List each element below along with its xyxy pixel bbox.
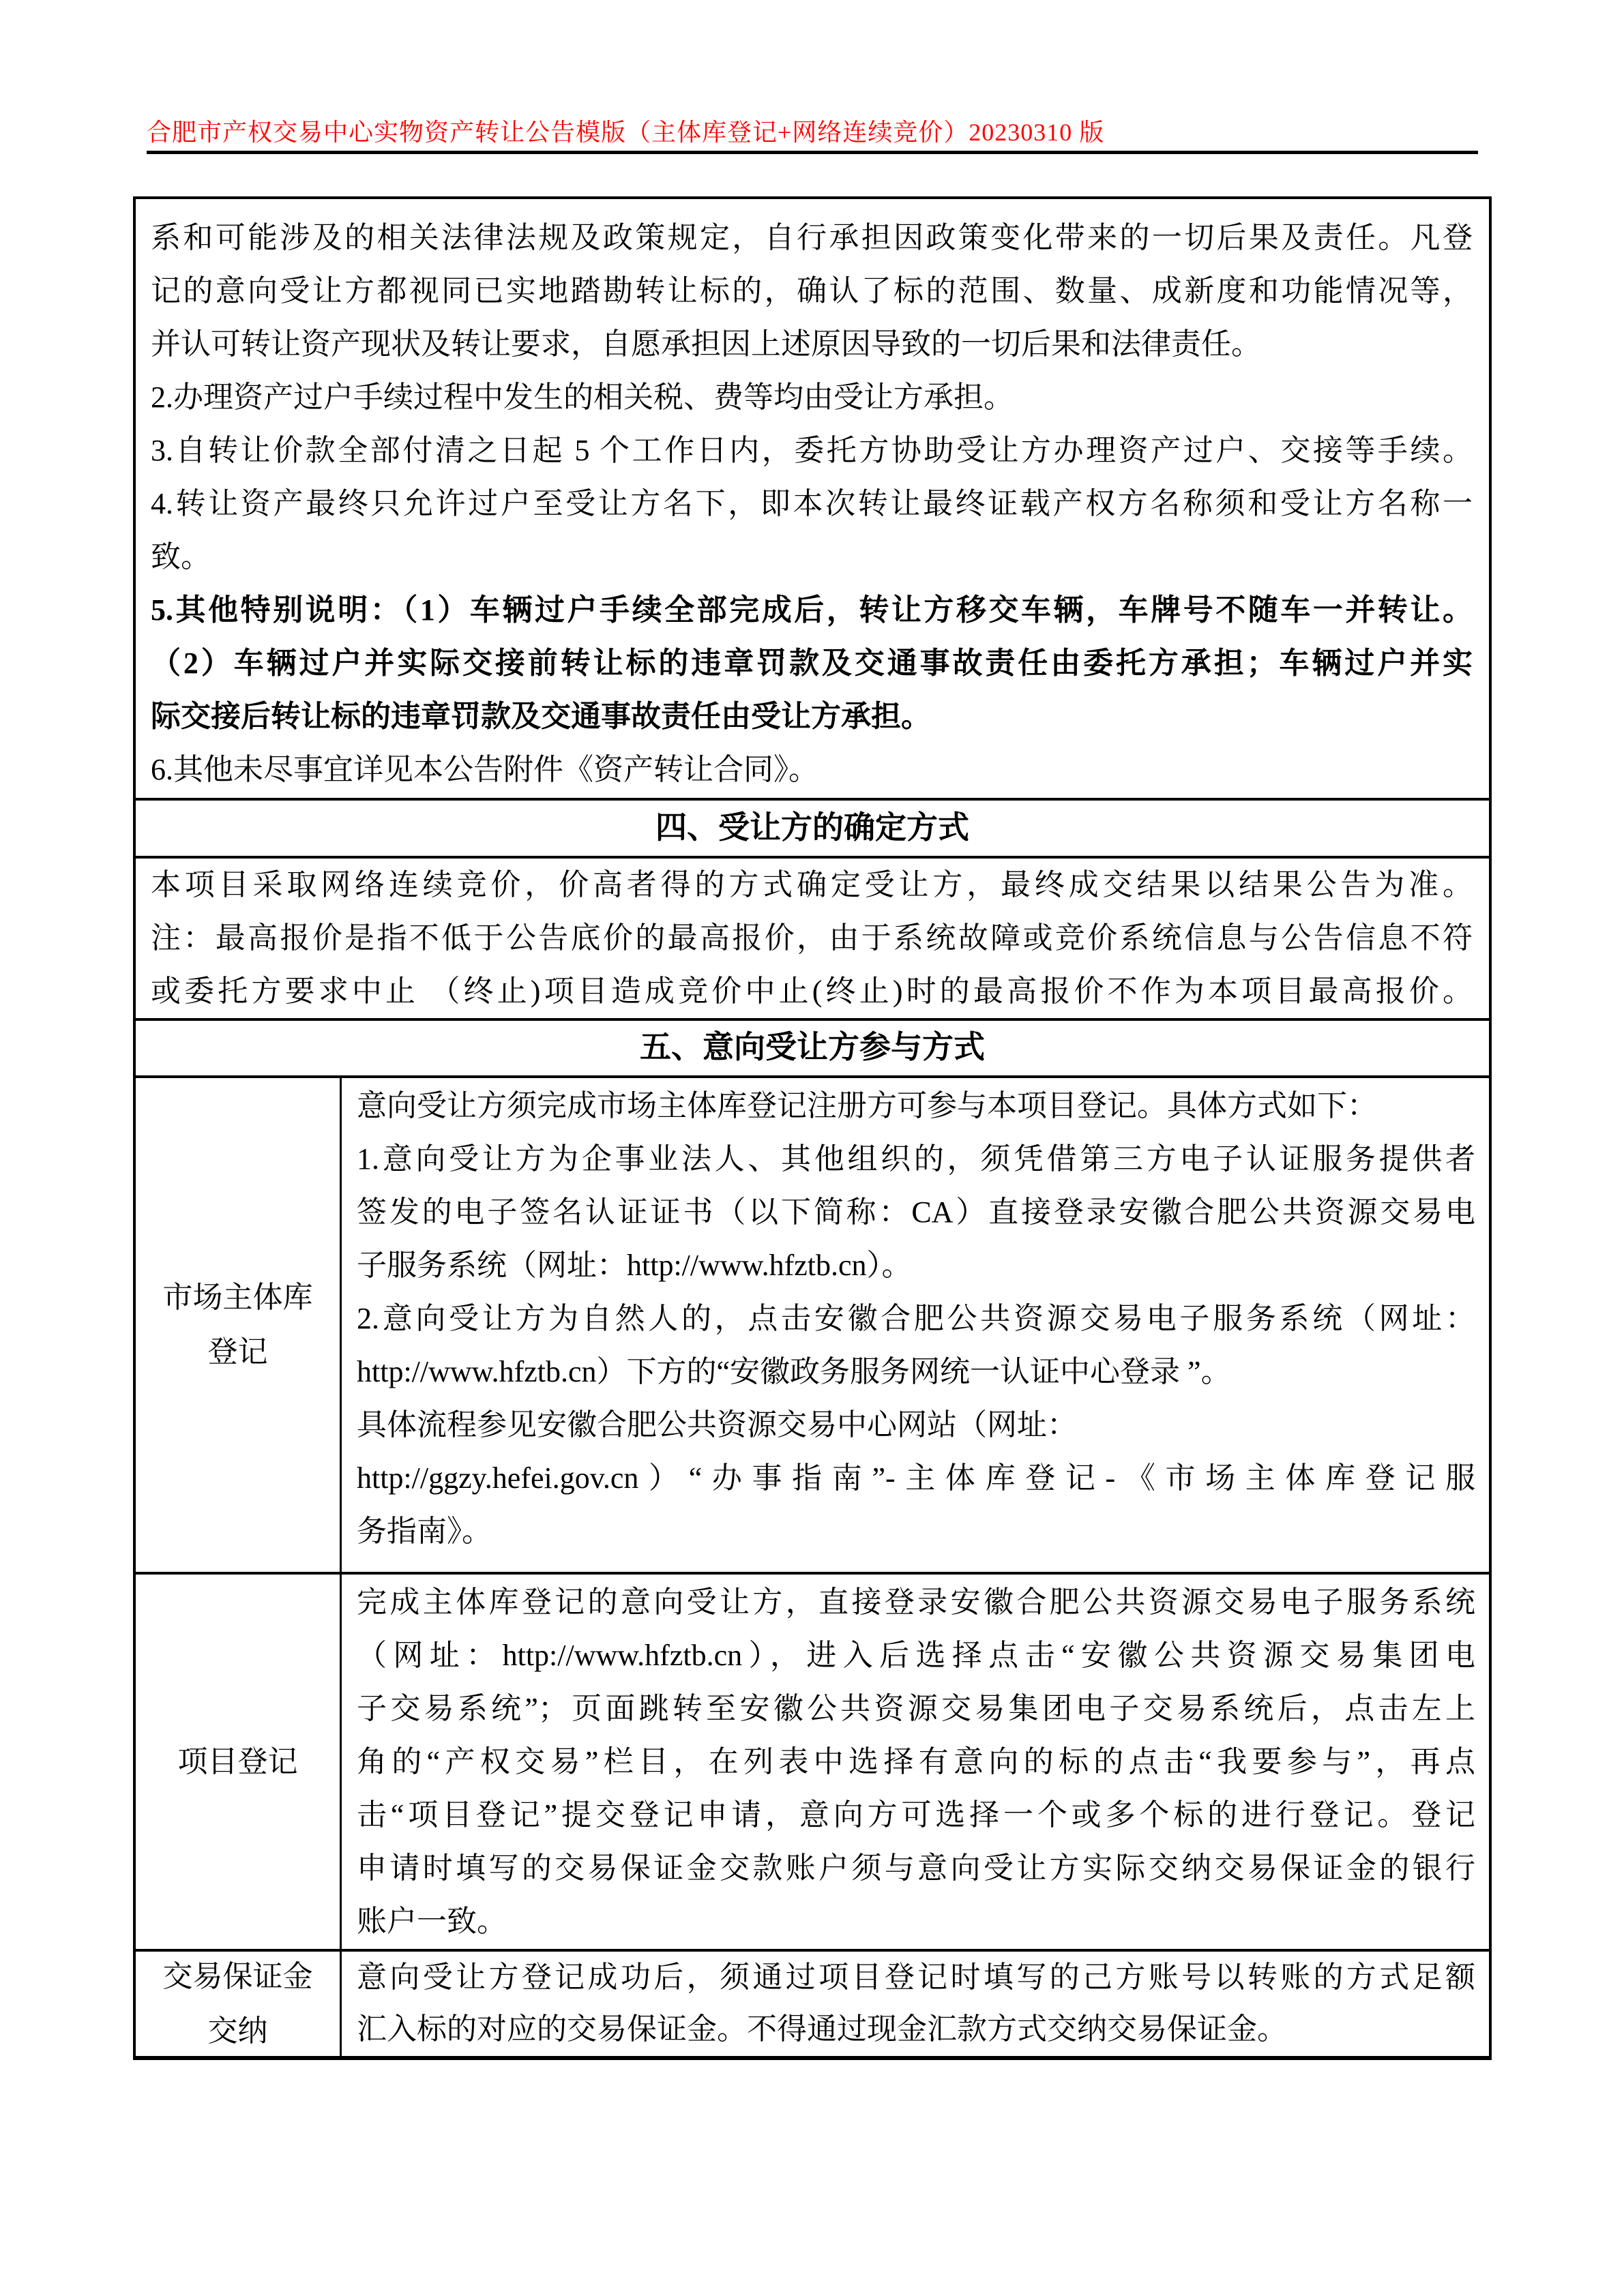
text-line: 意向受让方登记成功后，须通过项目登记时填写的己方账号以转账的方式足额 — [357, 1960, 1475, 1994]
text-line: 注：最高报价是指不低于公告底价的最高报价，由于系统故障或竞价系统信息与公告信息不符 — [151, 921, 1473, 955]
section-4-header-row: 四、受让方的确定方式 — [136, 798, 1489, 856]
document-title: 合肥市产权交易中心实物资产转让公告模版（主体库登记+网络连续竞价）20230310 版 — [147, 119, 1105, 146]
market-entity-registration-label — [136, 1078, 342, 1572]
project-registration-content — [342, 1575, 1489, 1949]
text-line: 完成主体库登记的意向受让方，直接登录安徽合肥公共资源交易电子服务系统 — [357, 1585, 1475, 1619]
text-line: 本项目采取网络连续竞价，价高者得的方式确定受让方，最终成交结果以结果公告为准。 — [151, 868, 1473, 901]
text-line: 3.自转让价款全部付清之日起 5 个工作日内，委托方协助受让方办理资产过户、交接等手续。 — [151, 434, 1473, 467]
text-line: 申请时填写的交易保证金交款账户须与意向受让方实际交纳交易保证金的银行 — [357, 1851, 1475, 1885]
text-line: http://www.hfztb.cn）下方的“安徽政务服务网统一认证中心登录 ”。 — [357, 1355, 1231, 1388]
title-underline — [147, 151, 1478, 154]
text-line: 2.意向受让方为自然人的，点击安徽合肥公共资源交易电子服务系统（网址： — [357, 1302, 1475, 1335]
text-line: 子服务系统（网址：http://www.hfztb.cn）。 — [357, 1249, 912, 1282]
text-line: 具体流程参见安徽合肥公共资源交易中心网站（网址： — [357, 1408, 1077, 1442]
text-line: 2.办理资产过户手续过程中发生的相关税、费等均由受让方承担。 — [151, 381, 1014, 414]
text-line: 汇入标的对应的交易保证金。不得通过现金汇款方式交纳交易保证金。 — [357, 2012, 1287, 2046]
text-line: 致。 — [151, 540, 211, 573]
text-line: 交易保证金 — [162, 1959, 313, 1993]
text-line: 交纳 — [207, 2014, 268, 2048]
section-5-header-row: 五、意向受让方参与方式 — [136, 1018, 1489, 1075]
text-line: 子交易系统”；页面跳转至安徽公共资源交易集团电子交易系统后，点击左上 — [357, 1692, 1475, 1725]
deposit-payment-label — [136, 1952, 342, 2056]
section-4-content-row — [136, 856, 1489, 1018]
text-line: 意向受让方须完成市场主体库登记注册方可参与本项目登记。具体方式如下： — [357, 1089, 1377, 1122]
row-market-entity-registration — [136, 1075, 1489, 1572]
text-line: 4.转让资产最终只允许过户至受让方名下，即本次转让最终证载产权方名称须和受让方名称一 — [151, 487, 1473, 520]
general-terms-section — [136, 199, 1489, 798]
project-registration-label — [136, 1575, 342, 1949]
text-line: http://ggzy.hefei.gov.cn）“办事指南”-主体库登记-《市场主体库登记服 — [357, 1461, 1475, 1495]
text-line: 并认可转让资产现状及转让要求，自愿承担因上述原因导致的一切后果和法律责任。 — [151, 327, 1261, 361]
text-line: 市场主体库 — [162, 1281, 313, 1314]
text-line: 或委托方要求中止 （终止)项目造成竞价中止(终止)时的最高报价不作为本项目最高报价。 — [151, 974, 1473, 1008]
text-line: 5.其他特别说明：（1）车辆过户手续全部完成后，转让方移交车辆，车牌号不随车一并转让。 — [151, 593, 1473, 627]
text-line: （2）车辆过户并实际交接前转让标的违章罚款及交通事故责任由委托方承担；车辆过户并实 — [151, 646, 1473, 680]
text-line: 1.意向受让方为企事业法人、其他组织的，须凭借第三方电子认证服务提供者 — [357, 1142, 1475, 1176]
text-line: 角的“产权交易”栏目，在列表中选择有意向的标的点击“我要参与”，再点 — [357, 1745, 1475, 1778]
text-line: 击“项目登记”提交登记申请，意向方可选择一个或多个标的进行登记。登记 — [357, 1798, 1475, 1832]
text-line: 登记 — [207, 1335, 268, 1369]
text-line: 账户一致。 — [357, 1905, 507, 1938]
text-line: 6.其他未尽事宜详见本公告附件《资产转让合同》。 — [151, 753, 818, 786]
row-project-registration — [136, 1572, 1489, 1949]
deposit-payment-content — [342, 1952, 1489, 2056]
text-line: 记的意向受让方都视同已实地踏勘转让标的，确认了标的范围、数量、成新度和功能情况等， — [151, 274, 1473, 308]
text-line: 务指南》。 — [357, 1515, 492, 1548]
text-line: 系和可能涉及的相关法律法规及政策规定，自行承担因政策变化带来的一切后果及责任。凡登 — [151, 221, 1473, 254]
text-line: 项目登记 — [177, 1744, 298, 1778]
market-entity-registration-content — [342, 1078, 1489, 1572]
text-line: （网址：http://www.hfztb.cn），进入后选择点击“安徽公共资源交易集团电 — [357, 1639, 1475, 1672]
row-deposit-payment — [136, 1949, 1489, 2056]
text-line: 际交接后转让标的违章罚款及交通事故责任由受让方承担。 — [151, 700, 931, 733]
announcement-table — [133, 196, 1492, 2060]
text-line: 签发的电子签名认证证书（以下简称：CA）直接登录安徽合肥公共资源交易电 — [357, 1195, 1475, 1229]
